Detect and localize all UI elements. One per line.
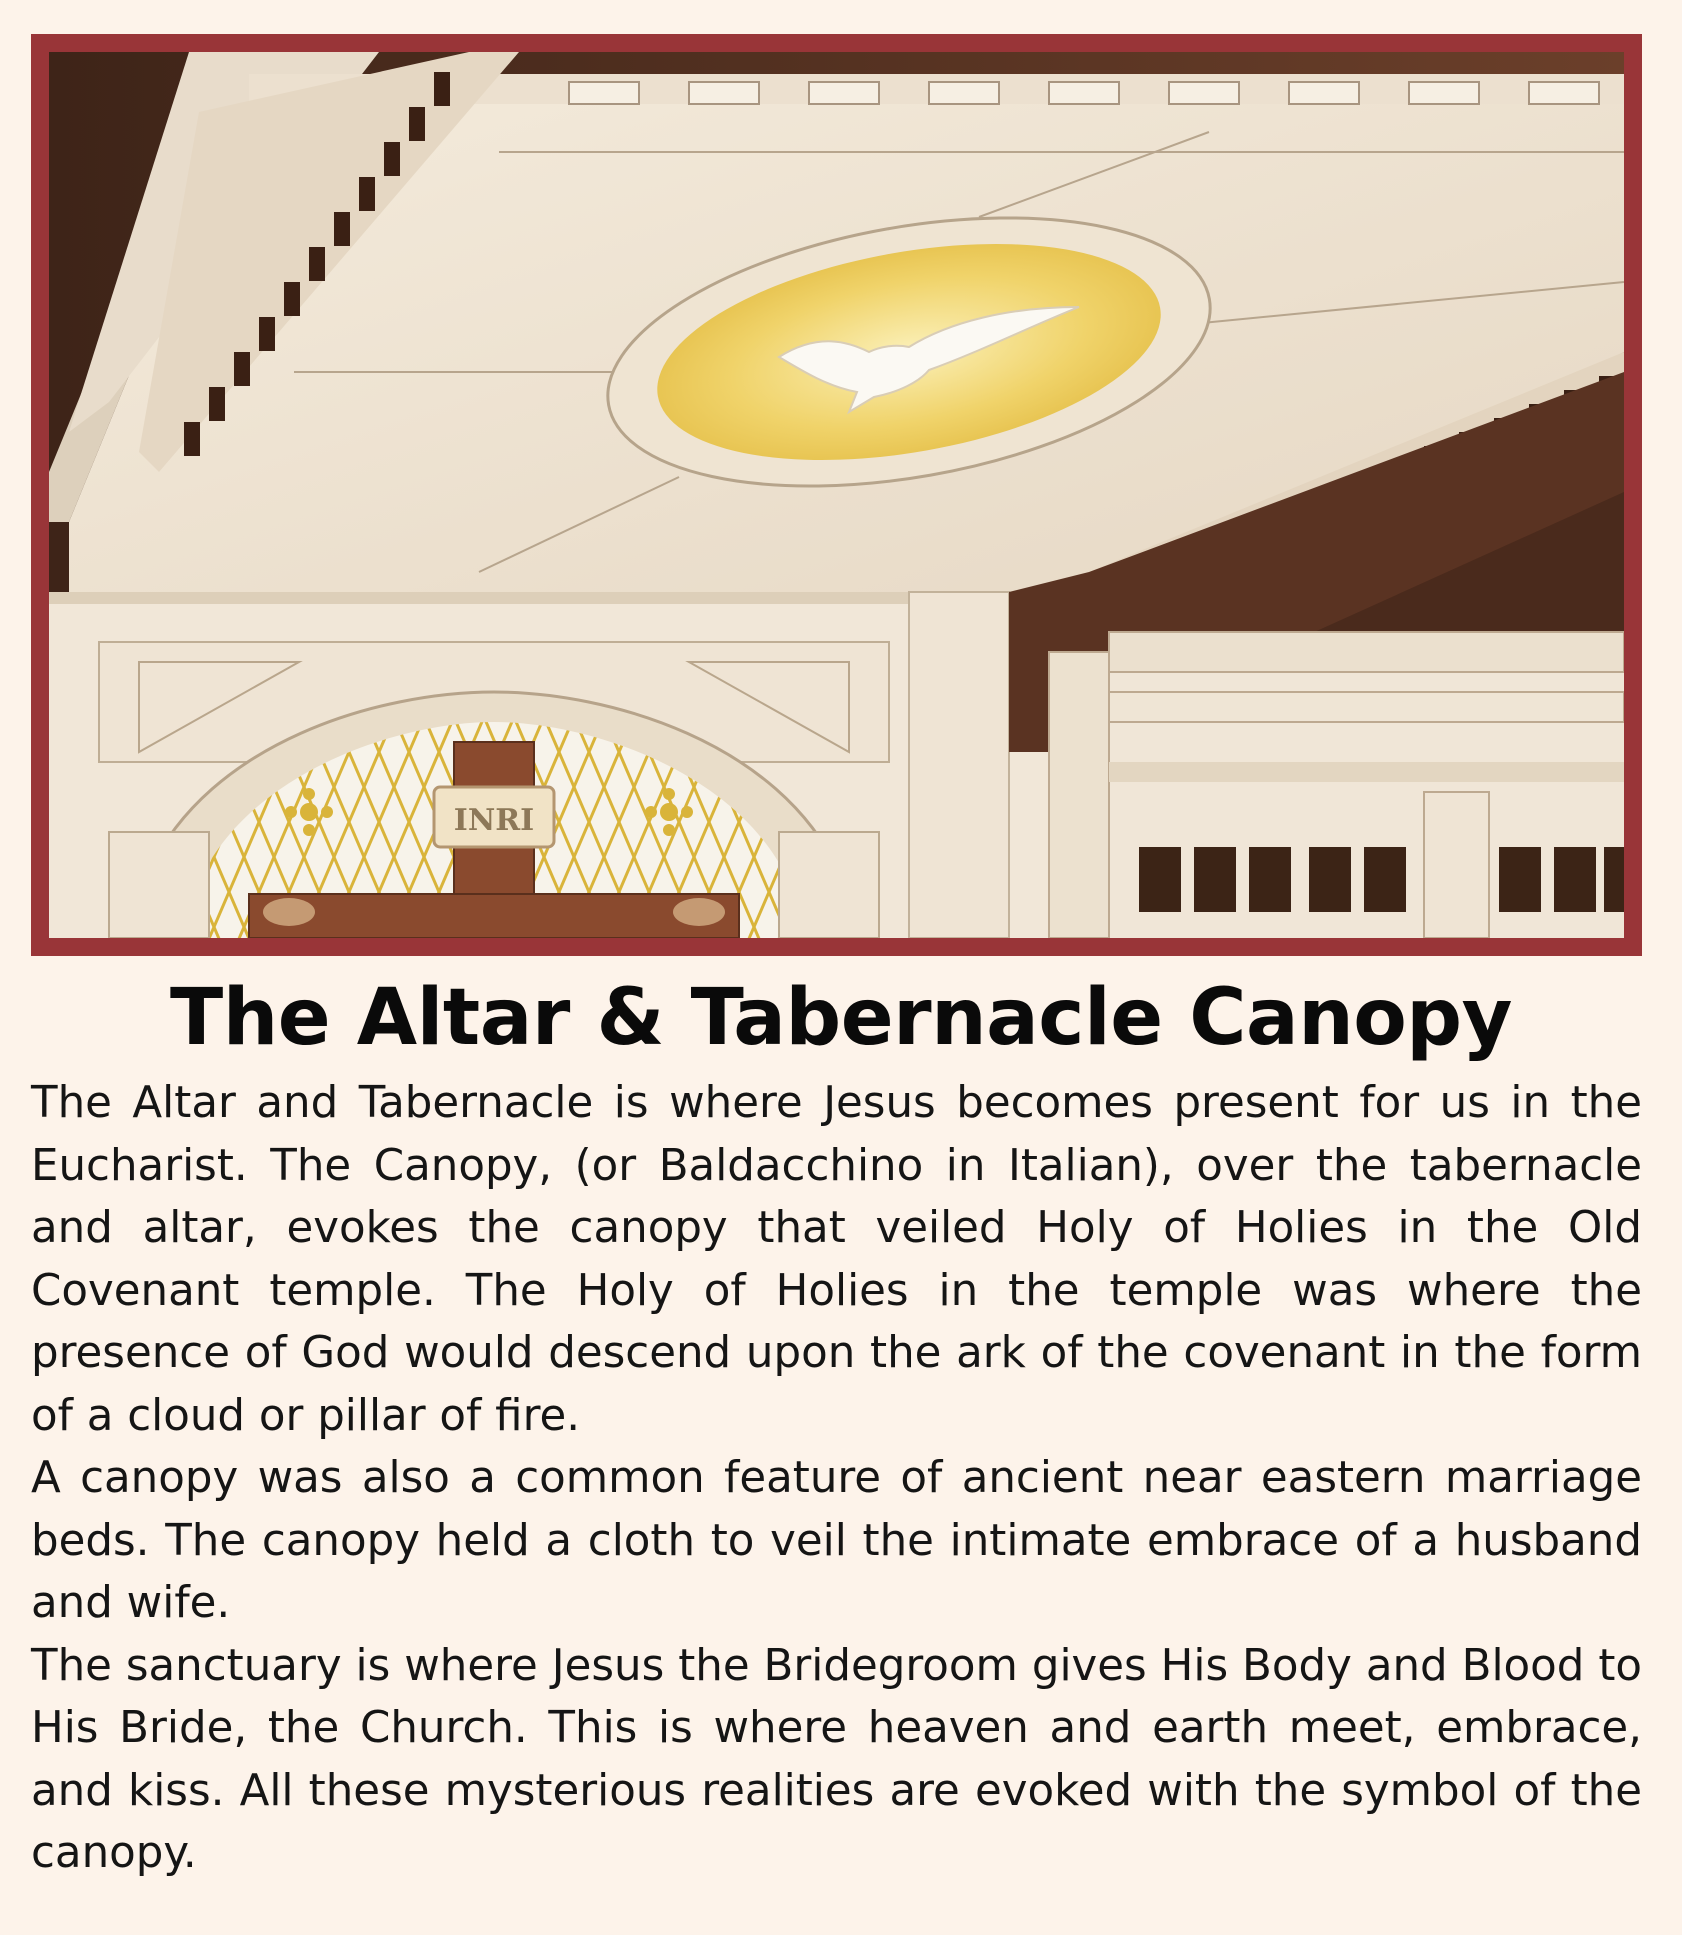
- paragraph-1: The Altar and Tabernacle is where Jesus becomes present for us in the Eucharist. The Canopy, (or Baldacchino in Italian), over the tabernacle and altar, evokes the canopy that veiled Holy of Holies in the Old Covenant temple. The Holy of Holies in the temple was where the presence of God would descend upon the ark of the covenant in the form of a cloud or pillar of fire.: [31, 1078, 1642, 1441]
- body-text: [31, 1072, 1642, 1885]
- canopy-photo-frame: [31, 34, 1642, 956]
- paragraph-3: The sanctuary is where Jesus the Bridegroom gives His Body and Blood to His Bride, the Church. This is where heaven and earth meet, embrace, and kiss. All these mysterious realities are evoked with the symbol of the canopy.: [31, 1640, 1642, 1878]
- canopy-photo: [49, 52, 1624, 938]
- paragraph-2: A canopy was also a common feature of ancient near eastern marriage beds. The canopy held a cloth to veil the intimate embrace of a husband and wife.: [31, 1453, 1642, 1628]
- page-title: The Altar & Tabernacle Canopy: [170, 973, 1512, 1063]
- inri-plaque: INRI: [453, 803, 535, 838]
